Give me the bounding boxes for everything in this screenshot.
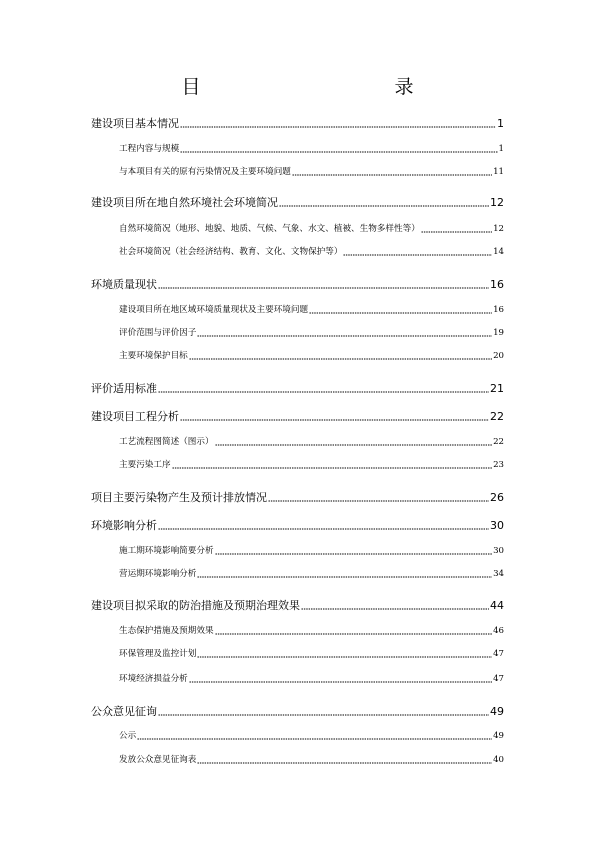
toc-entry-title: 营运期环境影响分析 [119, 569, 197, 579]
toc-page-number: 26 [490, 491, 504, 504]
dot-leader [343, 253, 492, 256]
toc-page-number: 22 [490, 410, 504, 423]
toc-entry-title: 自然环境简况（地形、地貌、地质、气候、气象、水文、植被、生物多样性等） [119, 224, 420, 234]
dot-leader [197, 575, 492, 578]
toc-page-number: 14 [493, 247, 504, 257]
toc-page-number: 47 [493, 674, 504, 684]
toc-chapter-entry[interactable] [91, 381, 504, 397]
toc-page-number: 34 [493, 569, 504, 579]
toc-entry-title: 环境经济损益分析 [119, 674, 188, 684]
dot-leader [158, 390, 489, 393]
toc-page-number: 12 [490, 196, 504, 209]
toc-entry-title: 环保管理及监控计划 [119, 649, 197, 659]
toc-entry-title: 主要污染工序 [119, 460, 171, 470]
toc-section-entry[interactable] [119, 246, 504, 259]
dot-leader [172, 466, 492, 469]
toc-chapter-entry[interactable] [91, 195, 504, 211]
toc-entry-title: 项目主要污染物产生及预计排放情况 [91, 491, 267, 504]
toc-chapter-entry[interactable] [91, 409, 504, 425]
toc-page-number: 30 [490, 519, 504, 532]
toc-page-number: 22 [493, 437, 504, 447]
toc-page-number: 16 [493, 305, 504, 315]
toc-entry-title: 与本项目有关的原有污染情况及主要环境问题 [119, 167, 291, 177]
dot-leader [268, 499, 489, 502]
dot-leader [189, 357, 492, 360]
toc-page-number: 30 [493, 546, 504, 556]
dot-leader [215, 632, 493, 635]
toc-section-entry[interactable] [119, 568, 504, 581]
dot-leader [279, 204, 489, 207]
toc-entry-title: 生态保护措施及预期效果 [119, 626, 214, 636]
dot-leader [180, 418, 489, 421]
toc-entry-title: 公示 [119, 731, 137, 741]
toc-section-entry[interactable] [119, 304, 504, 317]
toc-page-number: 12 [493, 224, 504, 234]
toc-section-entry[interactable] [119, 166, 504, 179]
toc-section-entry[interactable] [119, 350, 504, 363]
toc-page-number: 1 [497, 117, 504, 130]
toc-entry-title: 建设项目基本情况 [91, 117, 179, 130]
toc-entry-title: 工艺流程图简述（图示） [119, 437, 214, 447]
toc-entry-title: 社会环境简况（社会经济结构、教育、文化、文物保护等） [119, 247, 343, 257]
toc-entry-title: 建设项目拟采取的防治措施及预期治理效果 [91, 599, 300, 612]
dot-leader [215, 552, 493, 555]
toc-entry-title: 评价范围与评价因子 [119, 328, 197, 338]
dot-leader [158, 527, 489, 530]
dot-leader [180, 150, 497, 153]
toc-section-entry[interactable] [119, 459, 504, 472]
toc-page-number: 1 [498, 144, 504, 154]
toc-page-number: 19 [493, 328, 504, 338]
toc-section-entry[interactable] [119, 648, 504, 661]
page-title: 目 录 [181, 76, 466, 98]
toc-section-entry[interactable] [119, 625, 504, 638]
toc-section-entry[interactable] [119, 143, 504, 156]
dot-leader [309, 311, 492, 314]
toc-section-entry[interactable] [119, 730, 504, 743]
dot-leader [215, 443, 493, 446]
toc-page-number: 46 [493, 626, 504, 636]
dot-leader [197, 655, 492, 658]
toc-entry-title: 评价适用标准 [91, 382, 157, 395]
dot-leader [292, 173, 492, 176]
toc-section-entry[interactable] [119, 545, 504, 558]
toc-section-entry[interactable] [119, 754, 504, 767]
toc-page-number: 49 [490, 705, 504, 718]
toc-chapter-entry[interactable] [91, 704, 504, 720]
toc-entry-title: 建设项目所在地自然环境社会环境简况 [91, 196, 278, 209]
toc-entry-title: 环境影响分析 [91, 519, 157, 532]
dot-leader [197, 334, 492, 337]
toc-entry-title: 公众意见征询 [91, 705, 157, 718]
toc-entry-title: 施工期环境影响简要分析 [119, 546, 214, 556]
toc-entry-title: 工程内容与规模 [119, 144, 180, 154]
dot-leader [180, 125, 496, 128]
toc-entry-title: 环境质量现状 [91, 278, 157, 291]
toc-chapter-entry[interactable] [91, 598, 504, 614]
toc-page-number: 49 [493, 731, 504, 741]
toc-chapter-entry[interactable] [91, 277, 504, 293]
toc-entry-title: 发放公众意见征询表 [119, 755, 197, 765]
toc-page-number: 40 [493, 755, 504, 765]
toc-page-number: 44 [490, 599, 504, 612]
toc-page-number: 47 [493, 649, 504, 659]
toc-section-entry[interactable] [119, 327, 504, 340]
toc-chapter-entry[interactable] [91, 518, 504, 534]
dot-leader [189, 680, 492, 683]
toc-page-number: 21 [490, 382, 504, 395]
toc-section-entry[interactable] [119, 223, 504, 236]
toc-entry-title: 建设项目所在地区域环境质量现状及主要环境问题 [119, 305, 309, 315]
dot-leader [158, 286, 489, 289]
toc-page-number: 11 [493, 167, 504, 177]
toc-page-number: 16 [490, 278, 504, 291]
dot-leader [421, 230, 492, 233]
dot-leader [197, 761, 492, 764]
dot-leader [137, 737, 492, 740]
toc-entry-title: 建设项目工程分析 [91, 410, 179, 423]
toc-page-number: 20 [493, 351, 504, 361]
toc-page-number: 23 [493, 460, 504, 470]
toc-entry-title: 主要环境保护目标 [119, 351, 188, 361]
toc-section-entry[interactable] [119, 436, 504, 449]
toc-chapter-entry[interactable] [91, 490, 504, 506]
dot-leader [301, 607, 489, 610]
toc-section-entry[interactable] [119, 673, 504, 686]
dot-leader [158, 713, 489, 716]
toc-chapter-entry[interactable] [91, 116, 504, 132]
